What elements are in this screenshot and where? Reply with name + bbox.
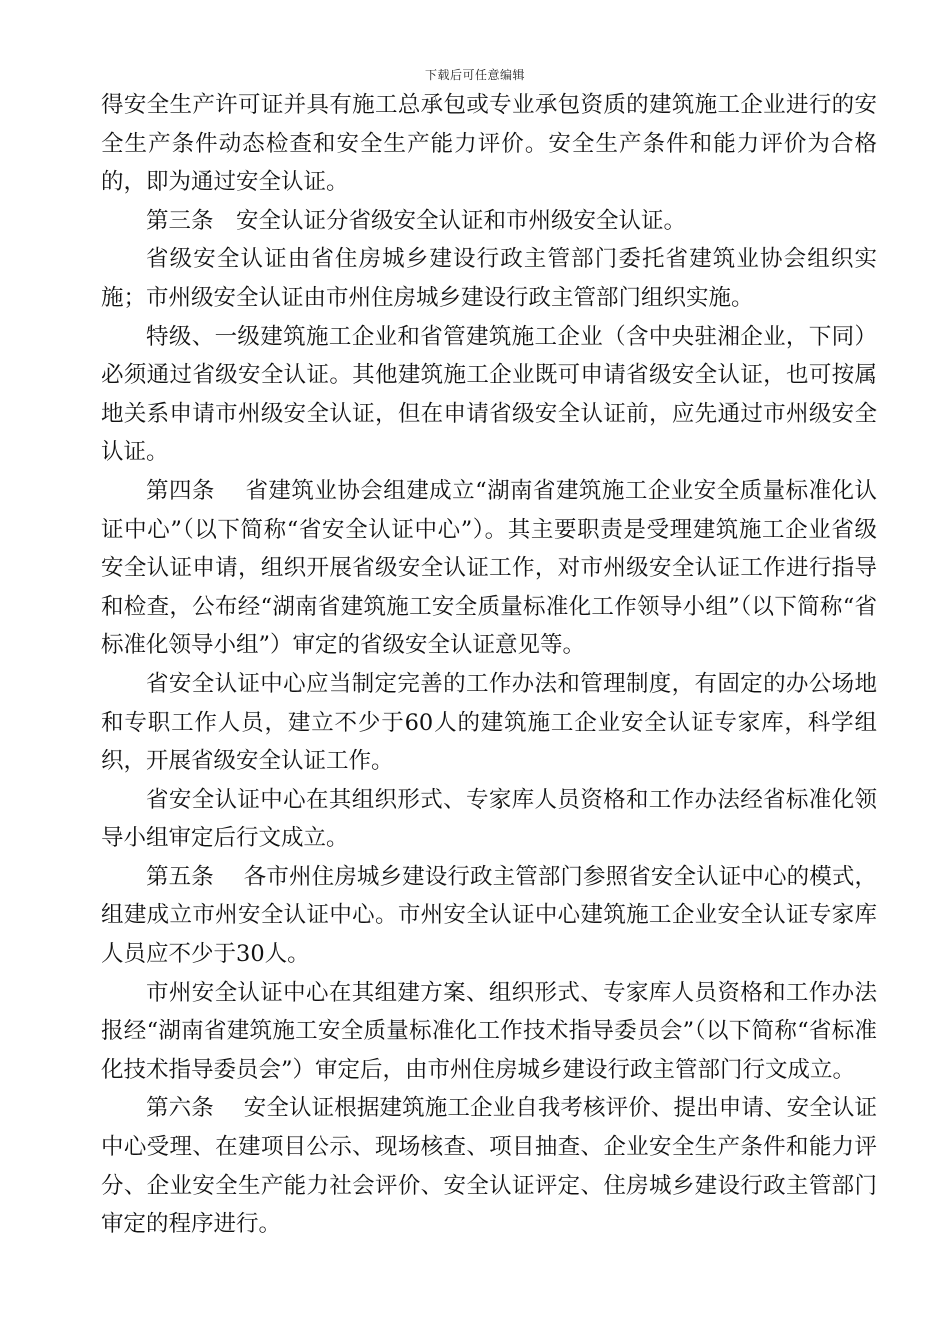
page-header-note: 下载后可任意编辑: [424, 68, 525, 82]
paragraph-city-center-approval: 市州安全认证中心在其组建方案、组织形式、专家库人员资格和工作办法报经“湖南省建筑施工安全质量标准化工作技术指导委员会”（以下简称“省标准化技术指导委员会”）审定后，由市州住房城乡建设行政主管部门行文成立。: [101, 979, 877, 1083]
document-body: [101, 86, 877, 1244]
paragraph-center-requirements: 省安全认证中心应当制定完善的工作办法和管理制度，有固定的办公场地和专职工作人员，建立不少于60人的建筑施工企业安全认证专家库，科学组织，开展省级安全认证工作。: [101, 670, 877, 775]
paragraph-article-4: 第四条 省建筑业协会组建成立“湖南省建筑施工企业安全质量标准化认证中心”（以下简称“省安全认证中心”）。其主要职责是受理建筑施工企业省级安全认证申请，组织开展省级安全认证工作，对市州级安全认证工作进行指导和检查，公布经“湖南省建筑施工安全质量标准化工作领导小组”（以下简称“省标准化领导小组”）审定的省级安全认证意见等。: [101, 477, 877, 659]
paragraph-continuation: 得安全生产许可证并具有施工总承包或专业承包资质的建筑施工企业进行的安全生产条件动态检查和安全生产能力评价。安全生产条件和能力评价为合格的，即为通过安全认证。: [101, 92, 877, 196]
paragraph-provincial-certification: 省级安全认证由省住房城乡建设行政主管部门委托省建筑业协会组织实施；市州级安全认证由市州住房城乡建设行政主管部门组织实施。: [101, 246, 877, 311]
paragraph-center-establishment: 省安全认证中心在其组织形式、专家库人员资格和工作办法经省标准化领导小组审定后行文成立。: [101, 786, 877, 852]
paragraph-article-6: 第六条 安全认证根据建筑施工企业自我考核评价、提出申请、安全认证中心受理、在建项目公示、现场核查、项目抽查、企业安全生产条件和能力评分、企业安全生产能力社会评价、安全认证评定、住房城乡建设行政主管部门审定的程序进行。: [101, 1095, 877, 1238]
paragraph-article-5: 第五条 各市州住房城乡建设行政主管部门参照省安全认证中心的模式，组建成立市州安全认证中心。市州安全认证中心建筑施工企业安全认证专家库人员应不少于30人。: [101, 863, 877, 968]
paragraph-article-3: 第三条 安全认证分省级安全认证和市州级安全认证。: [146, 207, 687, 234]
paragraph-enterprise-scope: 特级、一级建筑施工企业和省管建筑施工企业（含中央驻湘企业，下同）必须通过省级安全认证。其他建筑施工企业既可申请省级安全认证，也可按属地关系申请市州级安全认证，但在申请省级安全认证前，应先通过市州级安全认证。: [101, 323, 877, 466]
